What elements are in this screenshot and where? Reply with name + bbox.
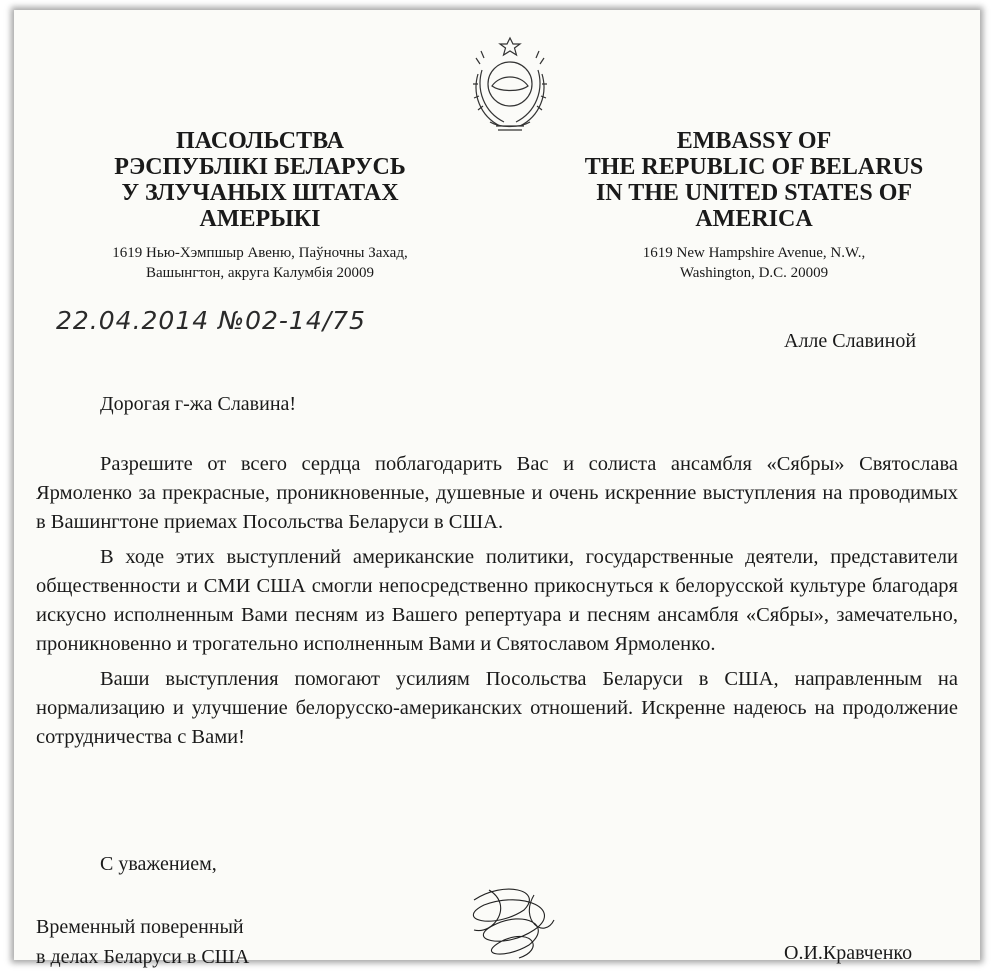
salutation: Дорогая г-жа Славина! <box>100 393 297 415</box>
address-english: 1619 New Hampshire Avenue, N.W., Washington, D.C. 20009 <box>642 245 866 281</box>
belarus-coat-of-arms-icon <box>460 34 560 134</box>
paragraph: Ваши выступления помогают усилиям Посольства Беларуси в США, направленным на нормализацию и улучшение белорусско-американских отношений. Искренне надеюсь на продолжение сотрудничества с Вами! <box>36 668 958 748</box>
embassy-name-english: EMBASSY OF THE REPUBLIC OF BELARUS IN THE UNITED STATES OF AMERICA <box>584 128 924 232</box>
paragraph: Разрешите от всего сердца поблагодарить Вас и солиста ансамбля «Сябры» Святослава Ярмоленко за прекрасные, проникновенные, душевные и очень искренние выступления на проводимых в Вашингтоне приемах Посольства Беларуси в США. <box>36 453 958 533</box>
signer-title: Временный поверенный в делах Беларуси в США <box>36 916 250 968</box>
address-belarusian: 1619 Нью-Хэмпшыр Авеню, Паўночны Захад, Вашынгтон, акруга Калумбія 20009 <box>112 245 408 281</box>
letter-page <box>14 10 980 968</box>
recipient: Алле Славиной <box>784 330 917 352</box>
letter-body <box>36 450 958 758</box>
paragraph: В ходе этих выступлений американские политики, государственные деятели, представители общественности и СМИ США смогли непосредственно прикоснуться к белорусской культуре благодаря искусно исполненным Вами песням из Вашего репертуара и песням ансамбля «Сябры», замечательно, проникновенно и трогательно исполненным Вами и Святославом Ярмоленко. <box>36 546 958 655</box>
closing: С уважением, <box>100 853 217 875</box>
handwritten-signature-icon <box>434 870 584 970</box>
embassy-name-belarusian: ПАСОЛЬСТВА РЭСПУБЛІКІ БЕЛАРУСЬ У ЗЛУЧАНЫХ ШТАТАХ АМЕРЫКІ <box>114 128 406 232</box>
signer-name: О.И.Кравченко <box>784 942 913 964</box>
reference-number: 22.04.2014 №02-14/75 <box>56 306 366 335</box>
